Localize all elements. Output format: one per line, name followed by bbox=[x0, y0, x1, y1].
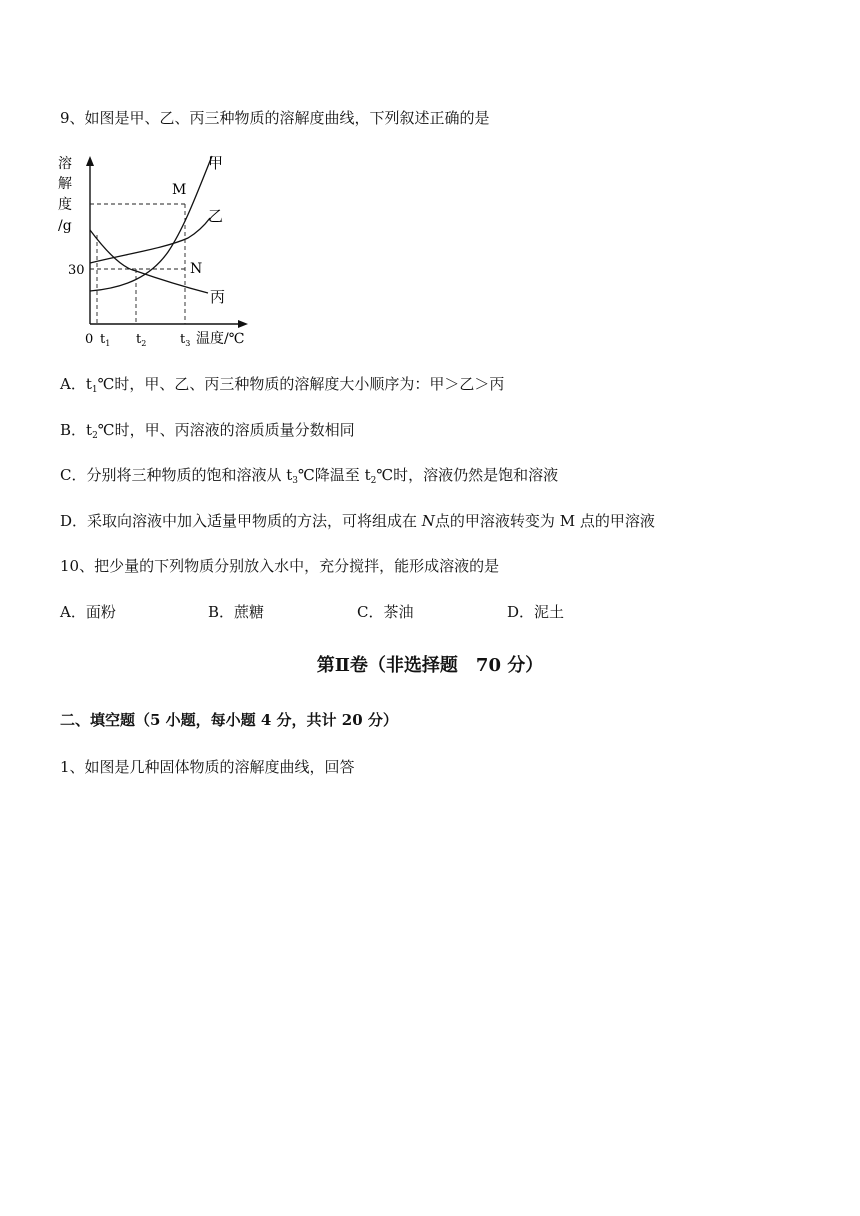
option-c-text-post: ℃时，溶液仍然是饱和溶液 bbox=[376, 466, 559, 484]
curve-label-jia: 甲 bbox=[208, 154, 224, 172]
x-tick-t1: $t_1$ bbox=[100, 332, 111, 348]
guide-lines bbox=[90, 204, 185, 324]
question-10-stem: 10、把少量的下列物质分别放入水中，充分搅拌，能形成溶液的是 bbox=[60, 557, 500, 575]
y-label-char-3: 度 bbox=[58, 197, 72, 213]
option-d-text-post: 点的甲溶液转变为 M 点的甲溶液 bbox=[434, 512, 655, 530]
option-b-text-post: ℃时，甲、丙溶液的溶质质量分数相同 bbox=[97, 421, 355, 439]
x-tick-t3: $t_3$ bbox=[180, 332, 191, 348]
y-tick-30: 30 bbox=[68, 263, 85, 278]
option-c-text-mid: ℃降温至 t bbox=[298, 466, 371, 484]
y-axis-arrow bbox=[86, 156, 94, 166]
option-d bbox=[60, 511, 655, 531]
q10-option-d: D．泥土 bbox=[507, 603, 565, 621]
option-a-text-post: ℃时，甲、乙、丙三种物质的溶解度大小顺序为：甲＞乙＞丙 bbox=[97, 375, 505, 393]
x-axis-label: 温度/℃ bbox=[196, 331, 245, 347]
option-b-subscript: 2 bbox=[92, 431, 98, 441]
y-label-char-1: 溶 bbox=[58, 156, 72, 172]
question-9-stem: 9、如图是甲、乙、丙三种物质的溶解度曲线，下列叙述正确的是 bbox=[60, 109, 490, 127]
option-d-text-pre: D．采取向溶液中加入适量甲物质的方法，可将组成在 bbox=[60, 512, 422, 530]
option-d-italic-n: N bbox=[421, 512, 435, 530]
point-label-n: N bbox=[190, 261, 203, 277]
solubility-curve-figure bbox=[56, 148, 256, 348]
option-b-text-pre: B．t bbox=[60, 421, 93, 439]
curve-label-yi: 乙 bbox=[208, 207, 224, 225]
q10-option-b: B．蔗糖 bbox=[208, 603, 265, 621]
option-a-subscript: 1 bbox=[91, 385, 98, 395]
option-a-text-pre: A．t bbox=[60, 375, 92, 393]
q10-option-a: A．面粉 bbox=[60, 603, 116, 621]
curve-label-bing: 丙 bbox=[210, 288, 226, 306]
point-label-m: M bbox=[172, 182, 187, 198]
option-c-subscript-1: 3 bbox=[292, 476, 299, 486]
option-c-text-pre: C．分别将三种物质的饱和溶液从 t bbox=[60, 466, 293, 484]
option-c-subscript-2: 2 bbox=[370, 476, 377, 486]
y-label-char-4: /g bbox=[58, 218, 72, 234]
option-c bbox=[60, 465, 558, 491]
option-b bbox=[60, 420, 355, 446]
x-axis-arrow bbox=[238, 320, 248, 328]
q10-option-c: C．茶油 bbox=[357, 603, 414, 621]
origin-label: 0 bbox=[85, 332, 94, 347]
section-2-question-1: 1、如图是几种固体物质的溶解度曲线，回答 bbox=[60, 758, 355, 776]
curve-yi bbox=[90, 218, 210, 263]
option-a bbox=[60, 374, 504, 400]
section-2-subtitle: 二、填空题（5 小题，每小题 4 分，共计 20 分） bbox=[60, 711, 398, 729]
x-tick-t2: $t_2$ bbox=[136, 332, 147, 348]
y-label-char-2: 解 bbox=[58, 176, 72, 192]
section-2-title: 第Ⅱ卷（非选择题 70 分） bbox=[316, 655, 544, 676]
